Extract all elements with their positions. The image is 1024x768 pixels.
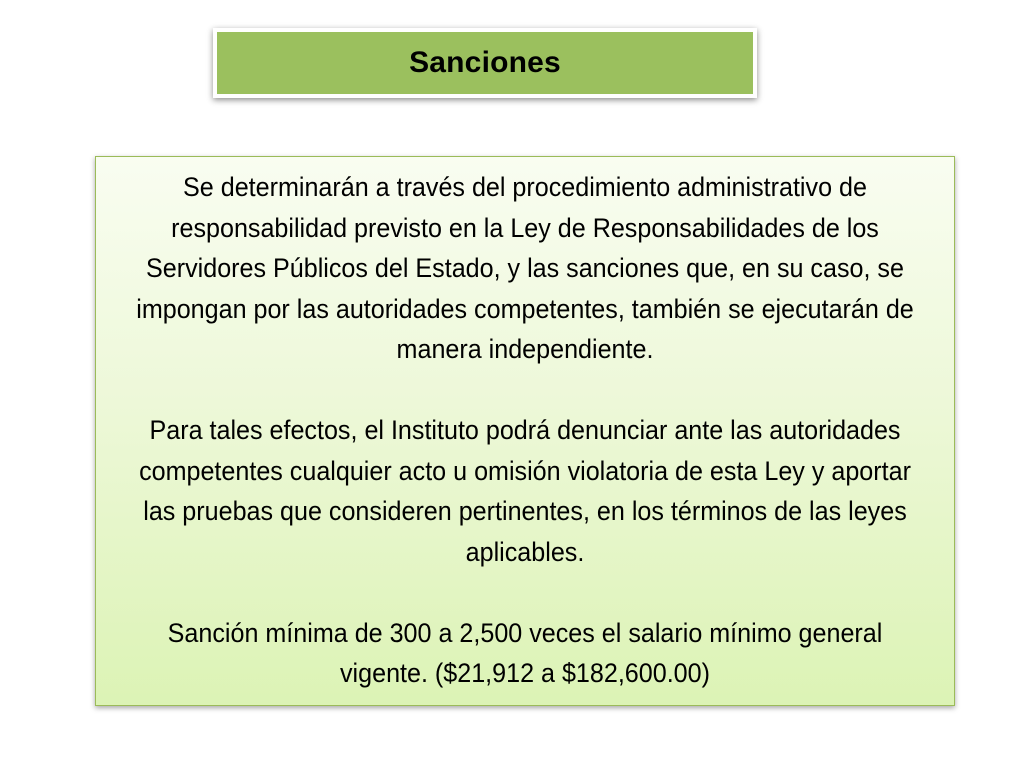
content-box bbox=[95, 156, 955, 706]
paragraph-minimum-sanction: Sanción mínima de 300 a 2,500 veces el salario mínimo general vigente. ($21,912 a $182,600.00) bbox=[167, 617, 883, 688]
paragraph-institute: Para tales efectos, el Instituto podrá denunciar ante las autoridades competentes cualquier acto u omisión violatoria de esta Ley y aportar las pruebas que consideren pertinentes, en los términos de las leyes aplicables. bbox=[139, 415, 911, 567]
title-banner bbox=[213, 28, 757, 98]
paragraph-spacer bbox=[104, 572, 946, 613]
paragraph-spacer bbox=[104, 370, 946, 411]
paragraph-procedure: Se determinarán a través del procedimiento administrativo de responsabilidad previsto en la Ley de Responsabilidades de los Servidores Públicos del Estado, y las sanciones que, en su caso, se impongan por las autoridades competentes, también se ejecutarán de manera independiente. bbox=[136, 172, 914, 364]
slide-title: Sanciones bbox=[409, 46, 561, 79]
